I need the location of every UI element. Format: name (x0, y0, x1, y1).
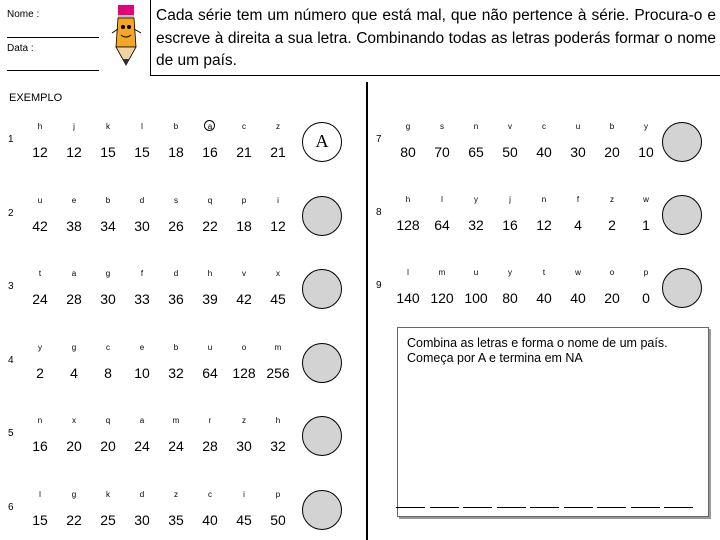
series-value: 42 (32, 217, 48, 234)
series-letter: e (139, 342, 145, 352)
series-letter: n (473, 122, 479, 131)
series-letter: i (243, 489, 245, 499)
series-value: 45 (236, 511, 252, 528)
series-value: 128 (232, 364, 256, 381)
series-letter: u (575, 122, 581, 131)
series-value: 18 (236, 217, 252, 234)
date-field[interactable] (7, 70, 99, 71)
series-value: 21 (236, 144, 252, 160)
series-number: 1 (8, 134, 14, 145)
series-value: 65 (468, 144, 484, 160)
series-letter: q (105, 416, 111, 425)
series-letter: f (576, 195, 580, 204)
series-number: 2 (8, 207, 14, 219)
series-value: 39 (202, 291, 218, 307)
series-number: 5 (8, 428, 14, 439)
series-letter: r (208, 416, 212, 425)
pencil-mascot-icon (108, 3, 144, 71)
series-value: 70 (434, 144, 450, 160)
hint-box (397, 327, 709, 517)
series-value: 40 (202, 511, 218, 528)
series-value: 34 (100, 217, 116, 234)
answer-letter-slot[interactable] (631, 507, 660, 508)
series-letter: e (71, 195, 77, 205)
answer-circle[interactable] (302, 490, 342, 530)
series-letter: m (438, 268, 446, 277)
answer-letter-slot[interactable] (396, 507, 425, 508)
series-value: 25 (100, 511, 116, 528)
series-value: 38 (66, 217, 82, 234)
series-value: 128 (396, 217, 420, 233)
series-value: 33 (134, 291, 150, 307)
series-letter: a (139, 416, 145, 425)
series-letter: y (508, 268, 512, 277)
series-value: 140 (396, 290, 420, 306)
series-letter: a (71, 269, 77, 278)
date-label: Data : (7, 43, 34, 54)
series-value: 40 (570, 290, 586, 306)
series-letter: g (405, 122, 411, 131)
series-letter: h (37, 122, 43, 131)
series-letter: z (174, 489, 178, 499)
header-divider (150, 0, 151, 75)
series-letter: o (241, 342, 247, 352)
series-letter: n (541, 195, 547, 204)
series-value: 16 (202, 144, 218, 160)
series-value: 15 (32, 511, 48, 528)
series-value: 64 (434, 217, 450, 233)
series-letter: v (242, 269, 246, 278)
instructions-text: Cada série tem um número que está mal, que não pertence à série. Procura-o e escreve à direita a sua letra. Combinando todas as letras poderás formar o nome de um país. (156, 7, 716, 69)
series-letter: y (474, 195, 478, 204)
series-value: 12 (270, 217, 286, 234)
series-value: 24 (134, 438, 150, 454)
series-letter: h (405, 195, 411, 204)
answer-letter-slot[interactable] (497, 507, 526, 508)
series-value: 15 (134, 144, 150, 160)
series-letter: v (508, 122, 512, 131)
series-letter: b (105, 195, 111, 205)
series-value: 12 (32, 144, 48, 160)
series-letter: f (140, 269, 144, 278)
series-letter: c (542, 122, 546, 131)
series-letter: j (509, 195, 511, 204)
series-letter: u (207, 342, 213, 352)
series-value: 4 (70, 364, 78, 381)
series-number: 8 (376, 207, 382, 218)
answer-letter-slot[interactable] (664, 507, 693, 508)
series-value: 30 (236, 438, 252, 454)
series-letter: u (473, 268, 479, 277)
series-value: 32 (468, 217, 484, 233)
series-value: 30 (134, 511, 150, 528)
series-value: 30 (100, 291, 116, 307)
series-value: 256 (266, 364, 290, 381)
series-letter: s (440, 122, 444, 131)
series-value: 100 (464, 290, 488, 306)
series-number: 9 (376, 280, 382, 291)
series-letter: y (38, 342, 42, 352)
series-letter: s (174, 195, 178, 205)
series-letter: z (276, 122, 280, 131)
series-letter: z (242, 416, 246, 425)
series-value: 50 (270, 511, 286, 528)
series-letter: x (276, 269, 280, 278)
series-letter: c (242, 122, 246, 131)
series-value: 22 (66, 511, 82, 528)
name-label: Nome : (7, 9, 40, 20)
series-letter: b (173, 342, 179, 352)
answer-letter-slot[interactable] (430, 507, 459, 508)
series-letter: l (441, 195, 443, 204)
series-value: 120 (430, 290, 454, 306)
answer-circle[interactable] (302, 416, 342, 456)
answer-letter-slot[interactable] (564, 507, 593, 508)
series-letter: p (275, 489, 281, 499)
series-value: 28 (66, 291, 82, 307)
series-value: 2 (36, 364, 44, 381)
series-letter: m (274, 342, 282, 352)
series-value: 20 (604, 290, 620, 306)
series-letter: i (277, 195, 279, 205)
answer-circle[interactable] (302, 196, 342, 236)
series-letter: b (173, 122, 179, 131)
series-value: 0 (642, 290, 650, 306)
series-letter: p (643, 268, 649, 277)
series-value: 40 (536, 290, 552, 306)
series-value: 8 (104, 364, 112, 381)
series-letter: w (575, 268, 581, 277)
series-letter: k (106, 489, 110, 499)
answer-letter-slot[interactable] (463, 507, 492, 508)
series-letter: j (73, 122, 75, 131)
series-value: 22 (202, 217, 218, 234)
series-number: 3 (8, 281, 14, 292)
series-value: 12 (66, 144, 82, 160)
series-value: 24 (168, 438, 184, 454)
series-letter: l (407, 268, 409, 277)
series-letter: d (139, 489, 145, 499)
series-value: 26 (168, 217, 184, 234)
series-letter: d (139, 195, 145, 205)
series-letter: y (644, 122, 648, 131)
series-value: 16 (32, 438, 48, 454)
series-value: 20 (66, 438, 82, 454)
series-letter: q (207, 195, 213, 205)
column-divider (366, 82, 368, 540)
series-value: 20 (100, 438, 116, 454)
series-value: 40 (536, 144, 552, 160)
series-value: 30 (570, 144, 586, 160)
series-value: 80 (502, 290, 518, 306)
answer-circle[interactable] (662, 122, 702, 162)
series-value: 20 (604, 144, 620, 160)
series-value: 1 (642, 217, 650, 233)
answer-circle[interactable] (662, 195, 702, 235)
example-answer-circle: A (302, 122, 342, 162)
example-label: EXEMPLO (9, 92, 63, 104)
series-value: 64 (202, 364, 218, 381)
series-value: 35 (168, 511, 184, 528)
series-letter: m (172, 416, 180, 425)
header-underline (150, 75, 720, 76)
series-value: 4 (574, 217, 582, 233)
series-value: 36 (168, 291, 184, 307)
series-value: 12 (536, 217, 552, 233)
answer-circle[interactable] (662, 268, 702, 308)
series-letter: g (71, 342, 77, 352)
series-value: 32 (270, 438, 286, 454)
answer-circle[interactable] (302, 343, 342, 383)
series-letter: l (141, 122, 143, 131)
series-value: 80 (400, 144, 416, 160)
series-value: 32 (168, 364, 184, 381)
series-value: 16 (502, 217, 518, 233)
example-mark-circle (204, 120, 215, 131)
series-letter: h (275, 416, 281, 425)
series-value: 21 (270, 144, 286, 160)
series-letter: t (38, 269, 42, 278)
name-field[interactable] (7, 37, 99, 38)
series-letter: t (542, 268, 546, 277)
series-letter: z (610, 195, 614, 204)
answer-letter-slot[interactable] (597, 507, 626, 508)
series-value: 42 (236, 291, 252, 307)
answer-circle[interactable] (302, 269, 342, 309)
series-letter: h (207, 269, 213, 278)
series-number: 7 (376, 134, 382, 145)
answer-letter-slot[interactable] (530, 507, 559, 508)
series-value: 50 (502, 144, 518, 160)
series-letter: u (37, 195, 43, 205)
series-value: 45 (270, 291, 286, 307)
hint-line-1: Combina as letras e forma o nome de um país. (407, 336, 668, 350)
series-number: 4 (8, 354, 14, 366)
series-value: 28 (202, 438, 218, 454)
series-letter: g (71, 489, 77, 499)
series-letter: n (37, 416, 43, 425)
series-value: 30 (134, 217, 150, 234)
series-letter: k (106, 122, 110, 131)
series-letter: x (72, 416, 76, 425)
series-value: 24 (32, 291, 48, 307)
series-value: 10 (134, 364, 150, 381)
series-letter: a (207, 122, 213, 131)
series-letter: w (643, 195, 649, 204)
series-letter: b (609, 122, 615, 131)
hint-line-2: Começa por A e termina em NA (407, 351, 583, 365)
series-letter: c (208, 489, 212, 499)
series-letter: g (105, 269, 111, 278)
series-letter: l (39, 489, 41, 499)
series-letter: p (241, 195, 247, 205)
series-value: 18 (168, 144, 184, 160)
series-number: 6 (8, 501, 14, 513)
series-value: 2 (608, 217, 616, 233)
series-letter: o (609, 268, 615, 277)
series-value: 10 (638, 144, 654, 160)
series-letter: d (173, 269, 179, 278)
series-letter: c (106, 342, 110, 352)
series-value: 15 (100, 144, 116, 160)
